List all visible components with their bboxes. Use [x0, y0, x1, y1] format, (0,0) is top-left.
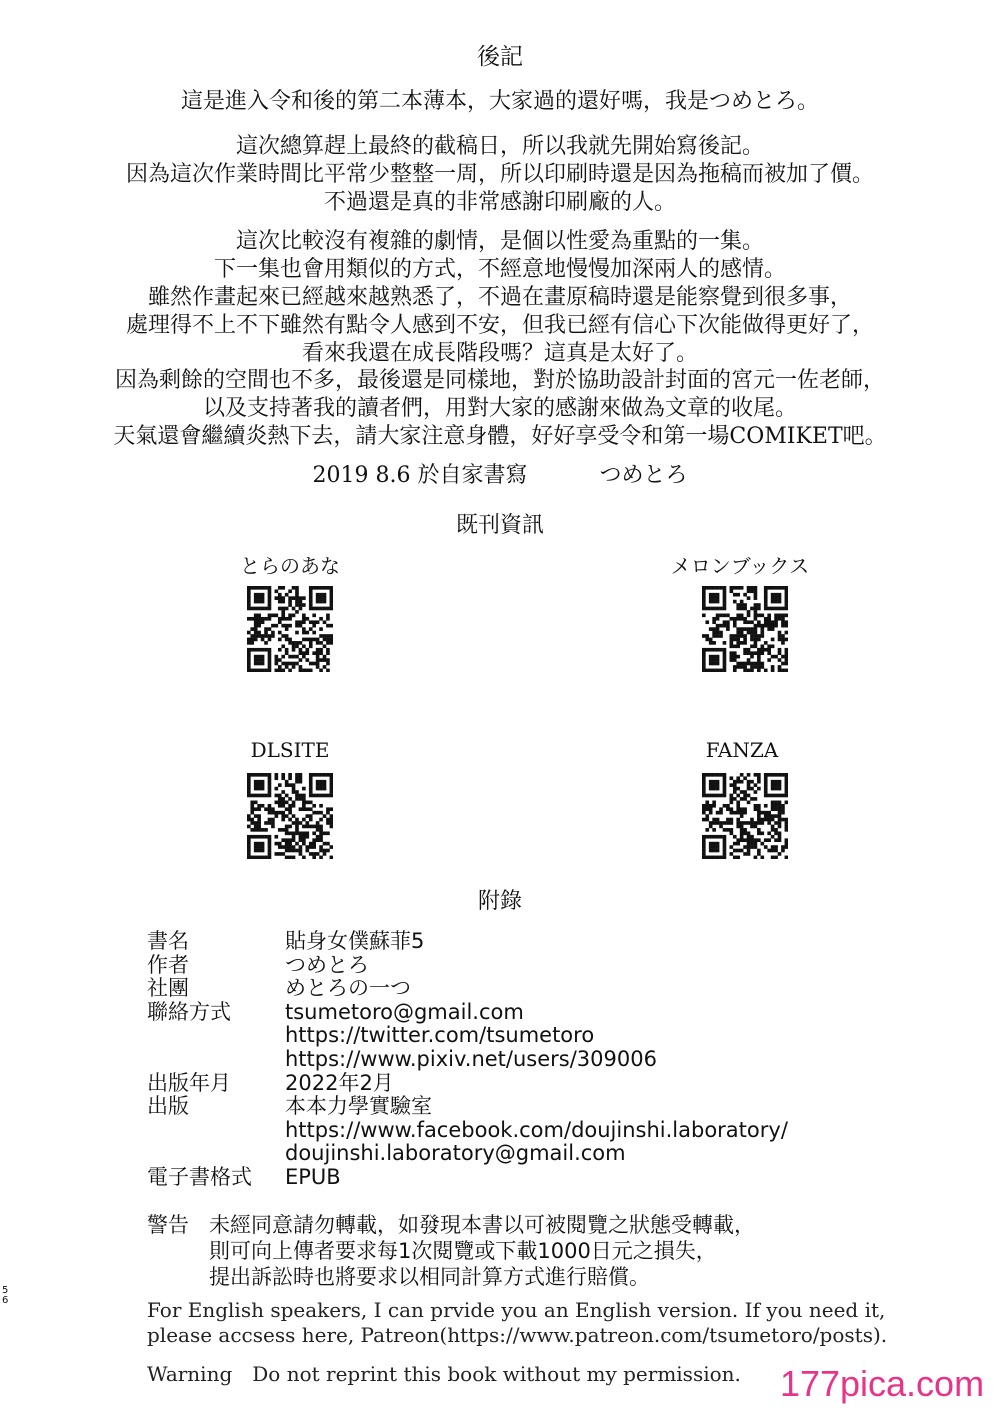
store-label-melonbooks: メロンブックス: [670, 554, 810, 578]
page-number: 5 6: [2, 1285, 9, 1306]
warning-label: 警告: [147, 1213, 189, 1237]
signature-date: 2019 8.6 於自家書寫: [312, 463, 528, 488]
info-key: 書名: [147, 929, 189, 953]
book-info-table: [147, 930, 788, 1190]
info-key: [147, 1024, 285, 1048]
signature-author: つめとろ: [599, 463, 688, 488]
info-value: 本本力學實驗室: [285, 1094, 432, 1119]
twitter-link[interactable]: https://twitter.com/tsumetoro: [285, 1023, 595, 1048]
afterword-line: 這是進入令和後的第二本薄本，大家過的還好嗎，我是つめとろ。: [180, 89, 819, 114]
warning-line: 則可向上傳者要求每1次閱覽或下載1000日元之損失，: [209, 1239, 717, 1263]
info-value: めとろの一つ: [285, 976, 411, 1001]
info-value: つめとろ: [285, 952, 369, 977]
info-row-publisher: [147, 1119, 788, 1143]
english-warning-text: Do not reprint this book without my permission.: [252, 1362, 741, 1386]
afterword-paragraph-2: [0, 133, 1000, 217]
facebook-link[interactable]: https://www.facebook.com/doujinshi.laboratory/: [285, 1117, 788, 1142]
qr-code-icon[interactable]: [702, 773, 788, 859]
english-notice: [147, 1298, 887, 1348]
info-row-format: [147, 1166, 788, 1190]
info-row-circle: [147, 977, 788, 1001]
info-row-publisher: [147, 1095, 788, 1119]
info-key: [147, 1142, 285, 1166]
warning-chinese: [147, 1212, 755, 1290]
afterword-line: 不過還是真的非常感謝印刷廠的人。: [323, 190, 676, 215]
info-key: 出版: [147, 1094, 189, 1119]
appendix-heading: 附錄: [477, 889, 522, 914]
afterword-line: 雖然作畫起來已經越來越熟悉了，不過在畫原稿時還是能察覺到很多事，: [147, 285, 852, 310]
signature: [0, 458, 1000, 489]
info-row-contact: [147, 1024, 788, 1048]
info-row-contact: [147, 1001, 788, 1025]
info-key: 電子書格式: [147, 1164, 252, 1189]
info-row-date: [147, 1072, 788, 1096]
store-label-fanza: FANZA: [705, 738, 779, 762]
afterword-line: 因為這次作業時間比平常少整整一周，所以印刷時還是因為拖稿而被加了價。: [125, 162, 874, 187]
english-line: For English speakers, I can prvide you an English version. If you need it,: [147, 1298, 886, 1322]
warning-line: 未經同意請勿轉載，如發現本書以可被閱覽之狀態受轉載，: [209, 1213, 755, 1237]
info-row-title: [147, 930, 788, 954]
info-key: [147, 1119, 285, 1143]
afterword-line: 因為剩餘的空間也不多，最後還是同樣地，對於協助設計封面的宮元一佐老師，: [114, 368, 885, 393]
afterword-line: 處理得不上不下雖然有點令人感到不安，但我已經有信心下次能做得更好了，: [125, 313, 874, 338]
info-key: 聯絡方式: [147, 999, 231, 1024]
qr-code-icon[interactable]: [247, 586, 333, 672]
info-value: 2022年2月: [285, 1070, 394, 1095]
info-row-publisher: [147, 1142, 788, 1166]
qr-code-icon[interactable]: [247, 773, 333, 859]
english-line: please accsess here, Patreon(https://www.patreon.com/tsumetoro/posts).: [147, 1323, 888, 1347]
afterword-paragraph-3: [0, 228, 1000, 368]
pixiv-link[interactable]: https://www.pixiv.net/users/309006: [285, 1046, 657, 1071]
info-value: EPUB: [285, 1164, 341, 1189]
store-label-dlsite: DLSITE: [250, 738, 330, 762]
info-row-author: [147, 954, 788, 978]
store-label-toranoana: とらのあな: [240, 554, 340, 578]
warning-line: 提出訴訟時也將要求以相同計算方式進行賠償。: [209, 1265, 650, 1289]
afterword-line: 看來我還在成長階段嗎？這真是太好了。: [301, 341, 698, 366]
info-key: 出版年月: [147, 1070, 231, 1095]
afterword-line: 這次比較沒有複雜的劇情，是個以性愛為重點的一集。: [235, 229, 764, 254]
contact-email[interactable]: tsumetoro@gmail.com: [285, 999, 524, 1024]
afterword-line: 這次總算趕上最終的截稿日，所以我就先開始寫後記。: [235, 134, 764, 159]
afterword-line: 天氣還會繼續炎熱下去，請大家注意身體，好好享受令和第一場COMIKET吧。: [113, 424, 887, 449]
afterword-paragraph-4: [0, 367, 1000, 451]
afterword-line: 下一集也會用類似的方式，不經意地慢慢加深兩人的感情。: [213, 257, 786, 282]
afterword-paragraph-1: [0, 88, 1000, 116]
publisher-email[interactable]: doujinshi.laboratory@gmail.com: [285, 1141, 626, 1166]
info-key: 社團: [147, 976, 189, 1001]
info-row-contact: [147, 1048, 788, 1072]
info-key: 作者: [147, 952, 189, 977]
info-key: [147, 1048, 285, 1072]
watermark: 177pica.com: [768, 1362, 996, 1406]
qr-code-icon[interactable]: [702, 586, 788, 672]
info-value: 貼身女僕蘇菲5: [285, 929, 425, 953]
afterword-line: 以及支持著我的讀者們，用對大家的感謝來做為文章的收尾。: [202, 396, 797, 421]
afterword-title: 後記: [477, 44, 523, 70]
published-heading: 既刊資訊: [455, 513, 544, 538]
english-warning: [147, 1362, 741, 1386]
english-warning-label: Warning: [147, 1362, 233, 1386]
